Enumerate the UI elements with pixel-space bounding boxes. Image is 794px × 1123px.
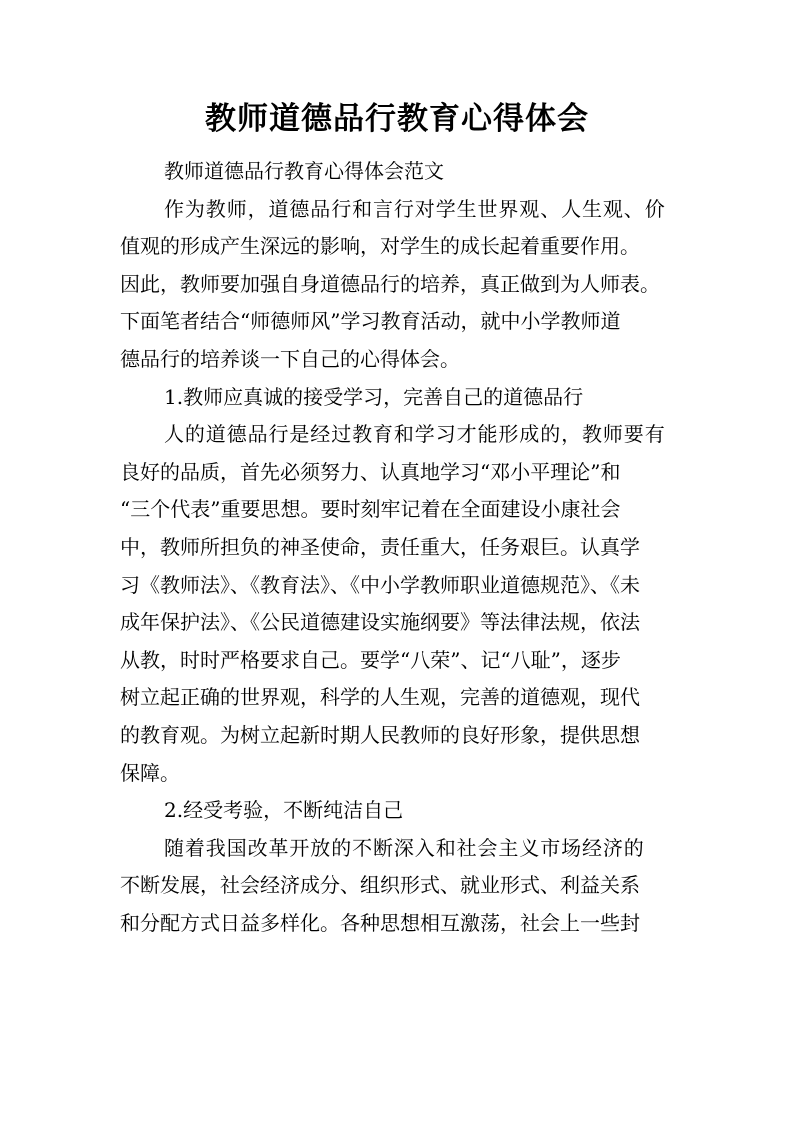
section-heading: 1.教师应真诚的接受学习，完善自己的道德品行 [164,384,584,409]
subtitle-line: 教师道德品行教育心得体会范文 [164,159,444,183]
paragraph-line: 的教育观。为树立起新时期人民教师的良好形象，提供思想 [120,722,640,747]
paragraph-line: 作为教师，道德品行和言行对学生世界观、人生观、价 [164,196,666,221]
paragraph-line: 成年保护法》、《公民道德建设实施纲要》等法律法规，依法 [120,610,640,635]
paragraph-line: “三个代表”重要思想。要时刻牢记着在全面建设小康社会 [120,497,621,522]
paragraph-line: 良好的品质，首先必须努力、认真地学习“邓小平理论”和 [120,459,621,484]
paragraph-line: 从教，时时严格要求自己。要学“八荣”、记“八耻”，逐步 [120,647,621,672]
paragraph-line: 不断发展，社会经济成分、组织形式、就业形式、利益关系 [120,873,640,898]
paragraph-line: 保障。 [120,760,180,785]
paragraph-line: 德品行的培养谈一下自己的心得体会。 [120,346,460,371]
paragraph-line: 和分配方式日益多样化。各种思想相互激荡，社会上一些封 [120,910,640,935]
paragraph-line: 习《教师法》、《教育法》、《中小学教师职业道德规范》、《未 [120,572,640,597]
document-title: 教师道德品行教育心得体会 [205,101,589,137]
section-heading: 2.经受考验，不断纯洁自己 [164,798,404,823]
paragraph-line: 人的道德品行是经过教育和学习才能形成的，教师要有 [164,422,666,447]
paragraph-line: 因此，教师要加强自身道德品行的培养，真正做到为人师表。 [120,271,660,296]
paragraph-line: 值观的形成产生深远的影响，对学生的成长起着重要作用。 [120,234,640,259]
document-body [120,153,682,942]
paragraph-line: 下面笔者结合“师德师风”学习教育活动，就中小学教师道 [120,309,621,334]
paragraph-line: 随着我国改革开放的不断深入和社会主义市场经济的 [164,835,645,860]
paragraph-line: 树立起正确的世界观，科学的人生观，完善的道德观，现代 [120,685,640,710]
paragraph-line: 中，教师所担负的神圣使命，责任重大，任务艰巨。认真学 [120,534,640,559]
